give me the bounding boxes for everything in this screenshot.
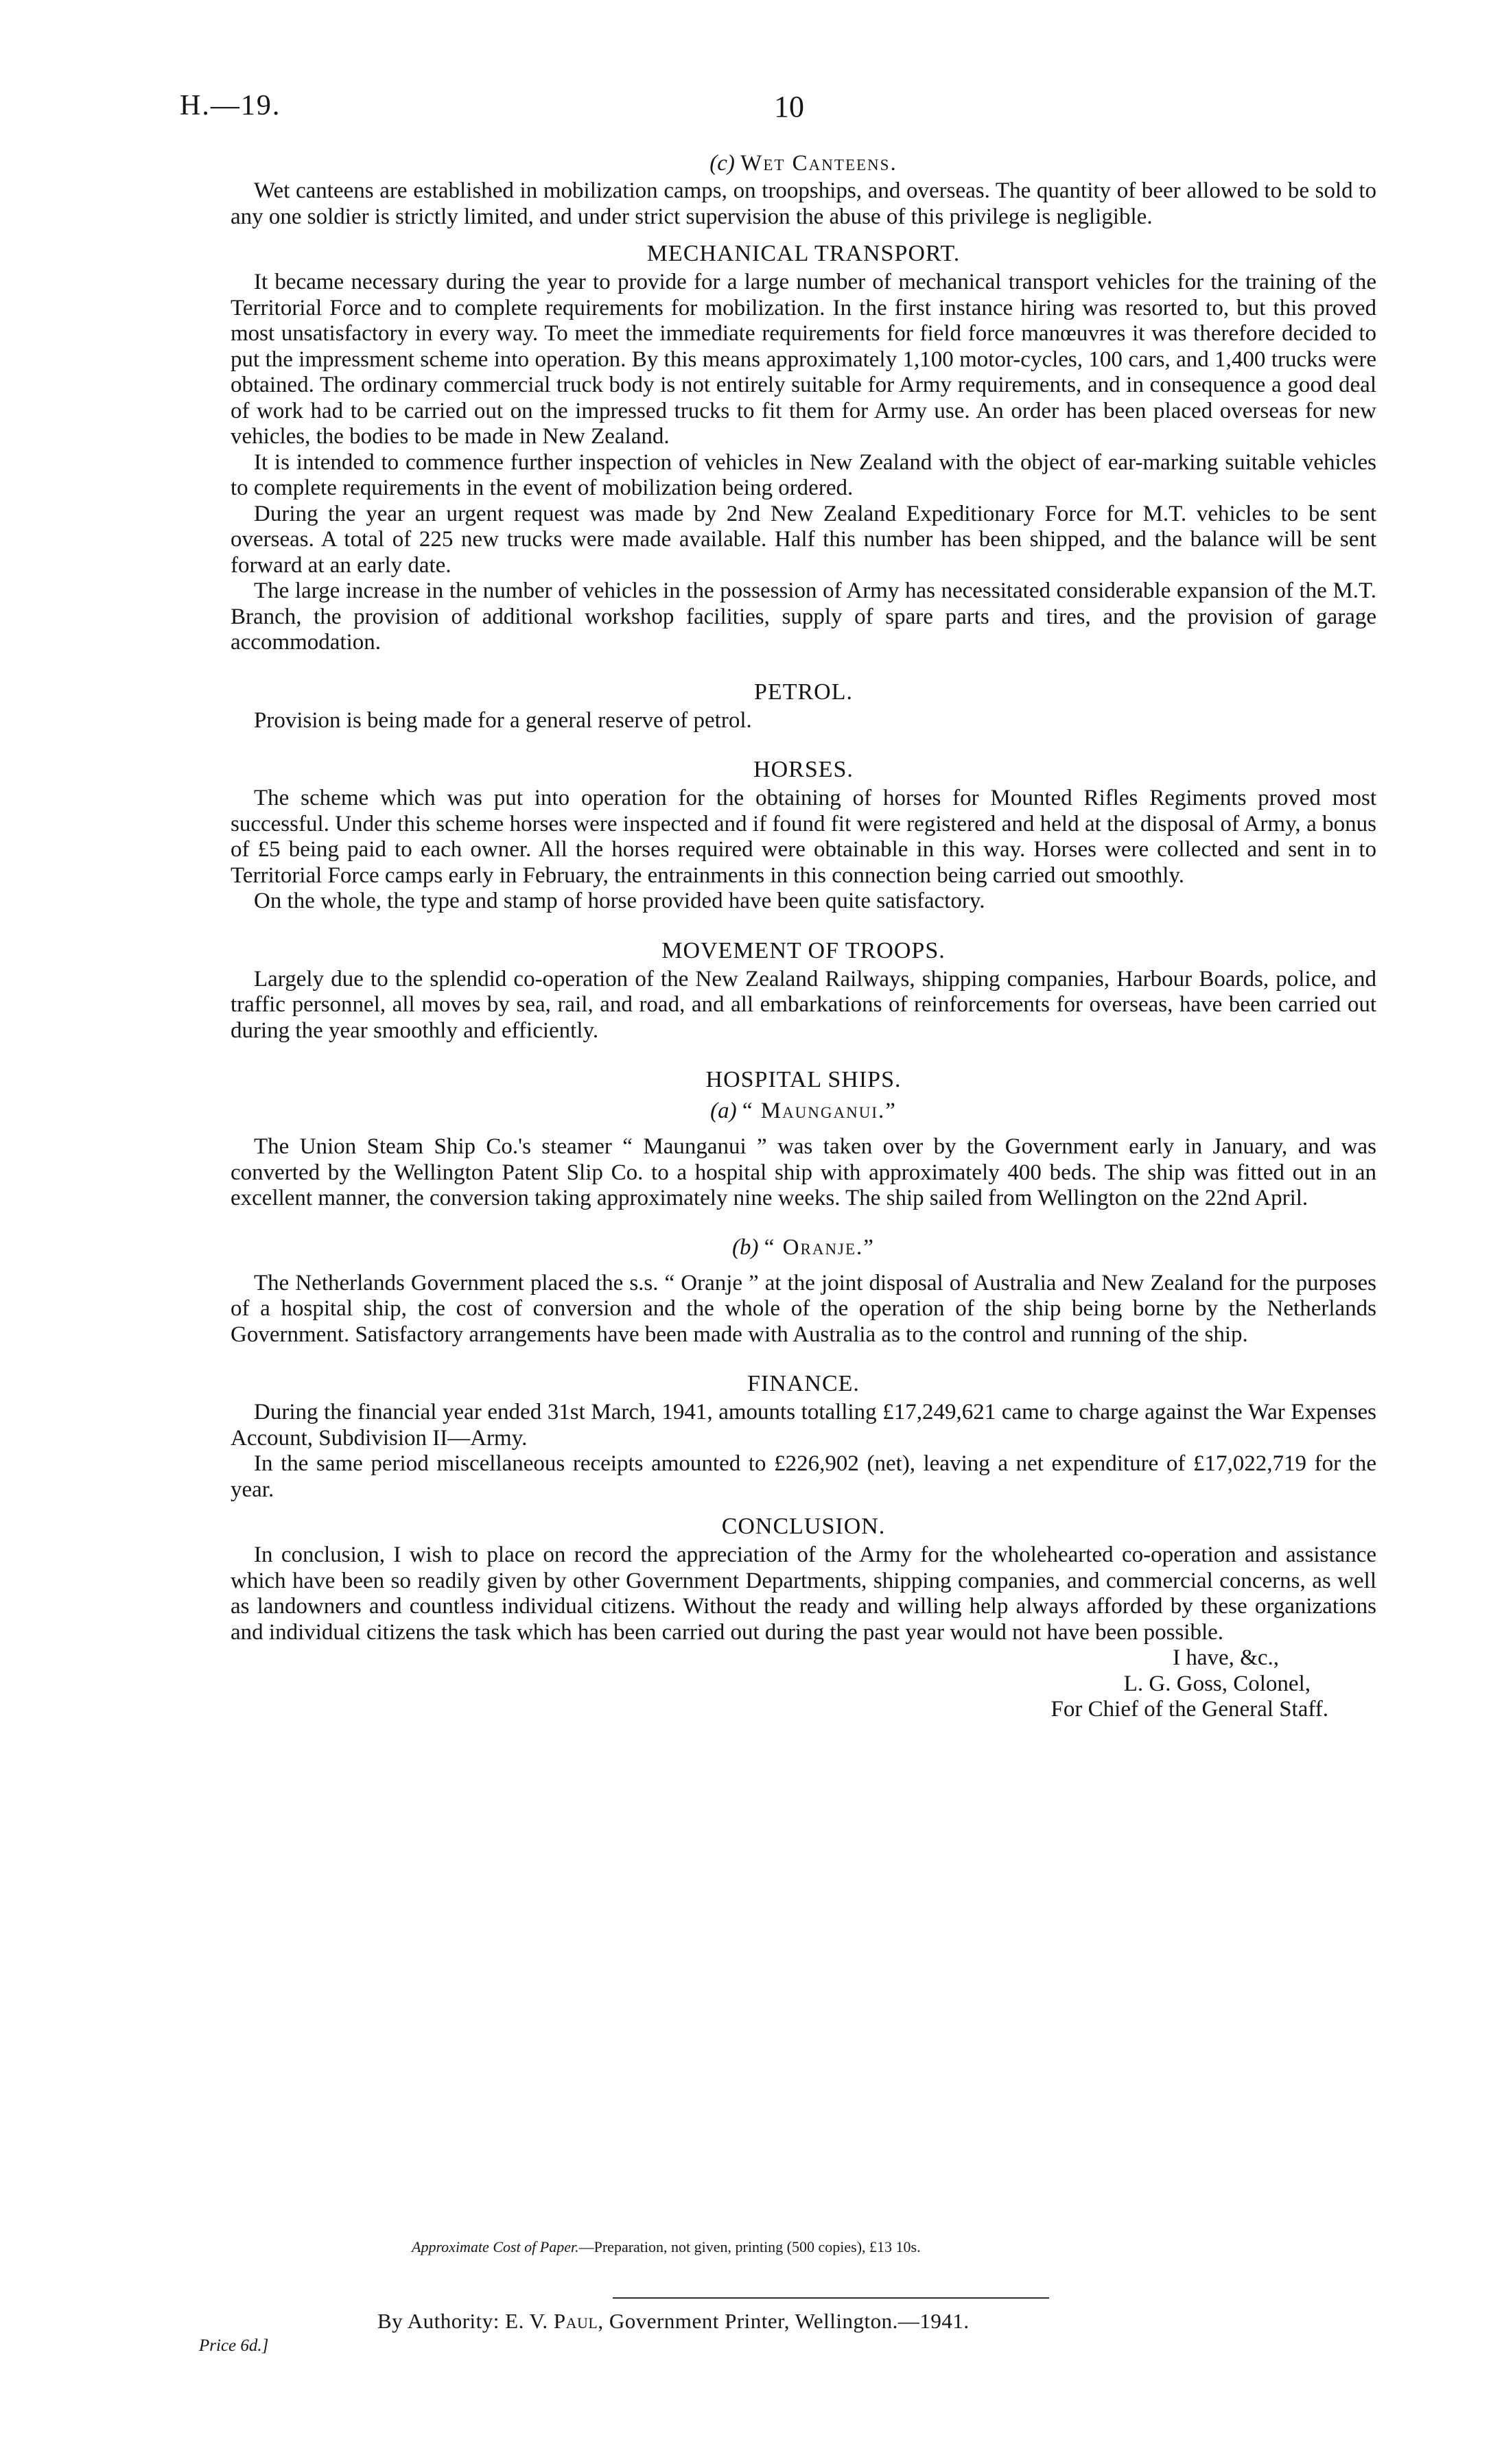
petrol-paragraph: Provision is being made for a general reserve of petrol. bbox=[254, 707, 752, 733]
signature-closing: I have, &c., bbox=[1173, 1645, 1279, 1670]
movement-of-troops-heading: MOVEMENT OF TROOPS. bbox=[661, 937, 946, 963]
cost-of-paper-note bbox=[412, 2238, 921, 2256]
finance-heading: FINANCE. bbox=[747, 1371, 860, 1396]
petrol-heading: PETROL. bbox=[754, 679, 853, 705]
page-number: 10 bbox=[774, 90, 804, 124]
printer-name: E. V. Paul, bbox=[505, 2309, 604, 2333]
signature-block bbox=[231, 1645, 1376, 1723]
authority-line bbox=[377, 2309, 970, 2334]
body-text bbox=[231, 148, 1376, 1723]
movement-of-troops-paragraph: Largely due to the splendid co-operation of the New Zealand Railways, shipping companies, Harbour Boards, police, and traffic personnel, all moves by sea, rail, and road, and all embarkations of reinforcements for overseas, have been carried out during the year smoothly and efficiently. bbox=[231, 966, 1376, 1043]
footer-divider bbox=[613, 2297, 1049, 2299]
conclusion-heading: CONCLUSION. bbox=[721, 1514, 886, 1539]
wet-canteens-paragraph: Wet canteens are established in mobilization camps, on troopships, and overseas. The quantity of beer allowed to be sold to any one soldier is strictly limited, and under strict supervision the abuse of this privilege is negligible. bbox=[231, 178, 1376, 229]
authority-prefix: By Authority: bbox=[377, 2309, 500, 2333]
wet-canteens-heading bbox=[231, 148, 1376, 178]
oranje-heading bbox=[231, 1232, 1376, 1263]
cost-text: —Preparation, not given, printing (500 copies), £13 10s. bbox=[578, 2238, 921, 2255]
conclusion-paragraph: In conclusion, I wish to place on record the appreciation of the Army for the wholehearted co-operation and assistance which have been so readily given by other Government Departments, shipping companies, and commercial concerns, as well as landowners and countless individual citizens. Without the ready and willing help always afforded by these organizations and individual citizens the task which has been carried out during the past year would not have been possible. bbox=[231, 1542, 1376, 1645]
wet-canteens-label: (c) bbox=[709, 151, 735, 176]
horses-heading: HORSES. bbox=[753, 757, 854, 782]
finance-paragraph-2: In the same period miscellaneous receipts amounted to £226,902 (net), leaving a net expenditure of £17,022,719 for the year. bbox=[231, 1451, 1376, 1502]
horses-paragraph-1: The scheme which was put into operation for the obtaining of horses for Mounted Rifles Regiments proved most successful. Under this scheme horses were inspected and if found fit were registered and held at the disposal of Army, a bonus of £5 being paid to each owner. All the horses required were obtainable in this way. Horses were collected and sent in to Territorial Force camps early in February, the entrainments in this connection being carried out smoothly. bbox=[231, 786, 1376, 888]
series-number: H.—19. bbox=[180, 90, 281, 121]
maunganui-heading bbox=[231, 1096, 1376, 1126]
mechanical-transport-paragraph-3: During the year an urgent request was made by 2nd New Zealand Expeditionary Force for M.T. vehicles to be sent overseas. A total of 225 new trucks were made available. Half this number has been shipped, and the balance will be sent forward at an early date. bbox=[231, 501, 1376, 578]
price-label: Price 6d.] bbox=[199, 2336, 269, 2355]
mechanical-transport-heading: MECHANICAL TRANSPORT. bbox=[646, 241, 961, 266]
oranje-name: “ Oranje.” bbox=[764, 1234, 875, 1260]
maunganui-label: (a) bbox=[710, 1099, 737, 1123]
hospital-ships-heading: HOSPITAL SHIPS. bbox=[705, 1067, 902, 1092]
mechanical-transport-paragraph-1: It became necessary during the year to provide for a large number of mechanical transport vehicles for the training of the Territorial Force and to complete requirements for mobilization. In the first instance hiring was resorted to, but this proved most unsatisfactory in every way. To meet the immediate requirements for field force manœuvres it was therefore decided to put the impressment scheme into operation. By this means approximately 1,100 motor-cycles, 100 cars, and 1,400 trucks were obtained. The ordinary commercial truck body is not entirely suitable for Army requirements, and in consequence a good deal of work had to be carried out on the impressed trucks to fit them for Army use. An order has been placed overseas for new vehicles, the bodies to be made in New Zealand. bbox=[231, 270, 1376, 449]
horses-paragraph-2: On the whole, the type and stamp of horse provided have been quite satisfactory. bbox=[254, 889, 985, 913]
oranje-paragraph: The Netherlands Government placed the s.s. “ Oranje ” at the joint disposal of Australia and New Zealand for the purposes of a hospital ship, the cost of conversion and the whole of the operation of the ship being borne by the Netherlands Government. Satisfactory arrangements have been made with Australia as to the control and running of the ship. bbox=[231, 1270, 1376, 1347]
authority-suffix: Government Printer, Wellington.—1941. bbox=[609, 2309, 970, 2333]
cost-label: Approximate Cost of Paper. bbox=[412, 2238, 579, 2255]
signature-name: L. G. Goss, Colonel, bbox=[1123, 1671, 1311, 1696]
finance-paragraph-1: During the financial year ended 31st March, 1941, amounts totalling £17,249,621 came to charge against the War Expenses Account, Subdivision II—Army. bbox=[231, 1400, 1376, 1451]
wet-canteens-title: Wet Canteens. bbox=[740, 151, 897, 176]
signature-role: For Chief of the General Staff. bbox=[1050, 1697, 1328, 1722]
mechanical-transport-paragraph-2: It is intended to commence further inspection of vehicles in New Zealand with the object of ear-marking suitable vehicles to complete requirements in the event of mobilization being ordered. bbox=[231, 449, 1376, 500]
mechanical-transport-paragraph-4: The large increase in the number of vehicles in the possession of Army has necessitated considerable expansion of the M.T. Branch, the provision of additional workshop facilities, supply of spare parts and tires, and the provision of garage accommodation. bbox=[231, 578, 1376, 655]
oranje-label: (b) bbox=[732, 1234, 759, 1260]
maunganui-name: “ Maunganui.” bbox=[742, 1099, 897, 1123]
maunganui-paragraph: The Union Steam Ship Co.'s steamer “ Maunganui ” was taken over by the Government early in January, and was converted by the Wellington Patent Slip Co. to a hospital ship with approximately 400 beds. The ship was fitted out in an excellent manner, the conversion taking approximately nine weeks. The ship sailed from Wellington on the 22nd April. bbox=[231, 1134, 1376, 1210]
